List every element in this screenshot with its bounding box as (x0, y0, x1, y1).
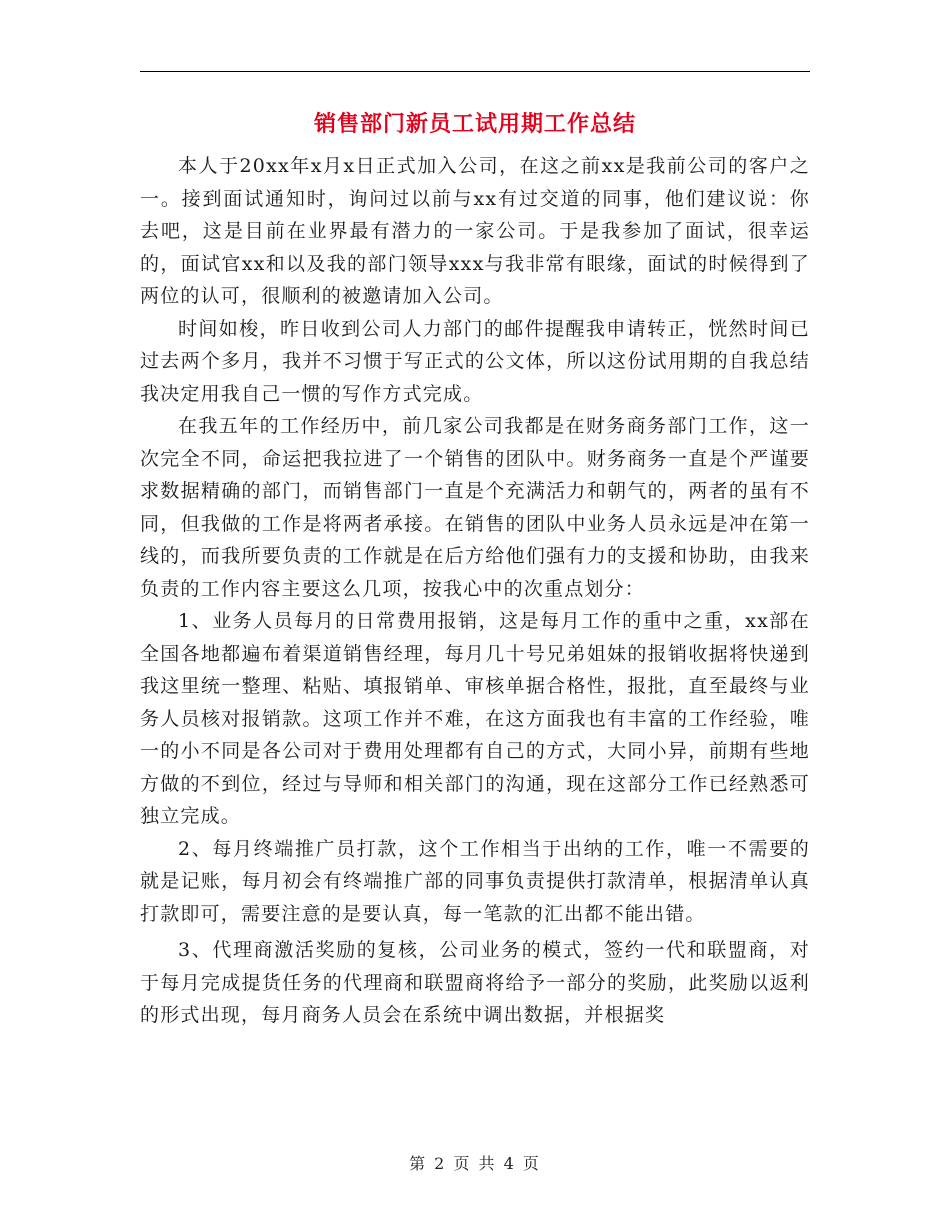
paragraph-time: 时间如梭，昨日收到公司人力部门的邮件提醒我申请转正，恍然时间已过去两个多月，我并不习惯于写正式的公文体，所以这份试用期的自我总结我决定用我自己一惯的写作方式完成。 (140, 317, 810, 405)
paragraph-item-3: 3、代理商激活奖励的复核，公司业务的模式，签约一代和联盟商，对于每月完成提货任务的代理商和联盟商将给予一部分的奖励，此奖励以返利的形式出现，每月商务人员会在系统中调出数据，并根据奖 (140, 939, 810, 1026)
document-body (140, 150, 810, 1032)
paragraph-experience: 在我五年的工作经历中，前几家公司我都是在财务商务部门工作，这一次完全不同，命运把我拉进了一个销售的团队中。财务商务一直是个严谨要求数据精确的部门，而销售部门一直是个充满活力和朝气的，两者的虽有不同，但我做的工作是将两者承接。在销售的团队中业务人员永远是冲在第一线的，而我所要负责的工作就是在后方给他们强有力的支援和协助，由我来负责的工作内容主要这么几项，按我心中的次重点划分： (140, 415, 810, 600)
paragraph-intro: 本人于20xx年x月x日正式加入公司，在这之前xx是我前公司的客户之一。接到面试通知时，询问过以前与xx有过交道的同事，他们建议说：你去吧，这是目前在业界最有潜力的一家公司。于是我参加了面试，很幸运的，面试官xx和以及我的部门领导xxx与我非常有眼缘，面试的时候得到了两位的认可，很顺利的被邀请加入公司。 (140, 155, 810, 307)
header-rule (140, 71, 810, 72)
paragraph-item-1: 1、业务人员每月的日常费用报销，这是每月工作的重中之重，xx部在全国各地都遍布着渠道销售经理，每月几十号兄弟姐妹的报销收据将快递到我这里统一整理、粘贴、填报销单、审核单据合格性，报批，直至最终与业务人员核对报销款。这项工作并不难，在这方面我也有丰富的工作经验，唯一的小不同是各公司对于费用处理都有自己的方式，大同小异，前期有些地方做的不到位，经过与导师和相关部门的沟通，现在这部分工作已经熟悉可独立完成。 (140, 610, 810, 827)
paragraph-item-2: 2、每月终端推广员打款，这个工作相当于出纳的工作，唯一不需要的就是记账，每月初会有终端推广部的同事负责提供打款清单，根据清单认真打款即可，需要注意的是要认真，每一笔款的汇出都不能出错。 (140, 837, 810, 925)
page-number-footer: 第 2 页 共 4 页 (409, 1154, 541, 1173)
document-title: 销售部门新员工试用期工作总结 (313, 112, 636, 137)
